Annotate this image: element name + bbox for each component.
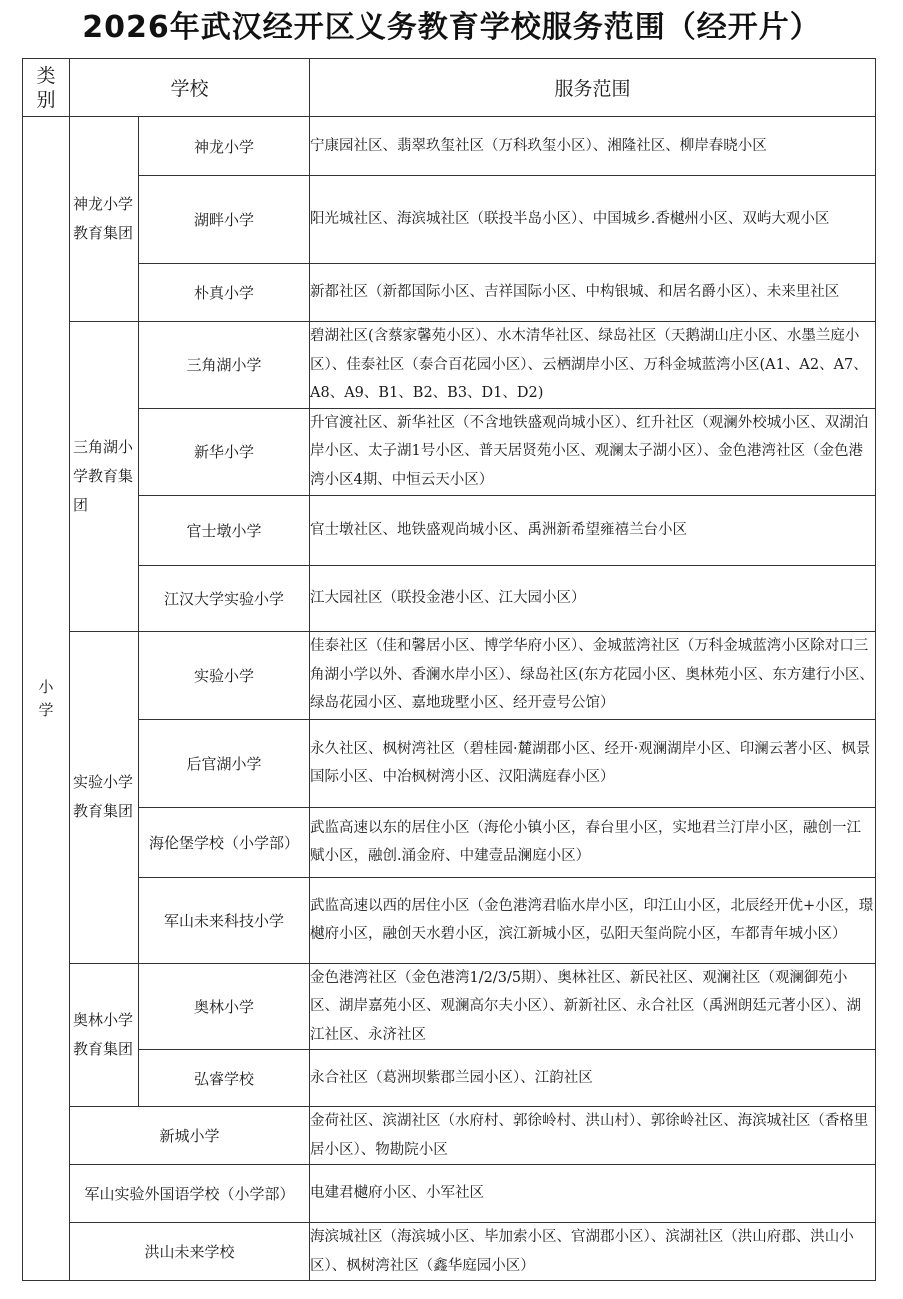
school-name: 后官湖小学 bbox=[139, 719, 310, 807]
service-scope: 官士墩社区、地铁盛观尚城小区、禹洲新希望雍禧兰台小区 bbox=[310, 495, 876, 565]
school-name: 洪山未来学校 bbox=[70, 1223, 310, 1281]
service-scope: 新都社区（新都国际小区、吉祥国际小区、中构银城、和居名爵小区）、未来里社区 bbox=[310, 264, 876, 322]
table-row bbox=[23, 1165, 876, 1223]
service-scope: 永久社区、枫树湾社区（碧桂园·麓湖郡小区、经开·观澜湖岸小区、印澜云著小区、枫景国际小区、中冶枫树湾小区、汉阳满庭春小区） bbox=[310, 719, 876, 807]
table-row bbox=[23, 322, 876, 409]
category-cell: 小学 bbox=[23, 117, 70, 1281]
table-row bbox=[23, 117, 876, 176]
header-school: 学校 bbox=[70, 59, 310, 117]
table-row bbox=[23, 1107, 876, 1165]
header-scope: 服务范围 bbox=[310, 59, 876, 117]
service-scope: 永合社区（葛洲坝紫郡兰园小区）、江韵社区 bbox=[310, 1050, 876, 1107]
school-name: 神龙小学 bbox=[139, 117, 310, 176]
group-name: 神龙小学教育集团 bbox=[70, 117, 139, 322]
header-category: 类别 bbox=[23, 59, 70, 117]
service-scope: 阳光城社区、海滨城社区（联投半岛小区）、中国城乡.香樾州小区、双屿大观小区 bbox=[310, 176, 876, 264]
group-name: 三角湖小学教育集团 bbox=[70, 322, 139, 632]
school-name: 三角湖小学 bbox=[139, 322, 310, 409]
table-row bbox=[23, 565, 876, 631]
group-name: 实验小学教育集团 bbox=[70, 631, 139, 963]
service-scope: 江大园社区（联投金港小区、江大园小区） bbox=[310, 565, 876, 631]
service-scope: 金荷社区、滨湖社区（水府村、郭徐岭村、洪山村）、郭徐岭社区、海滨城社区（香格里居小区）、物勘院小区 bbox=[310, 1107, 876, 1165]
service-scope: 武监高速以东的居住小区（海伦小镇小区，春台里小区，实地君兰汀岸小区，融创一江赋小区，融创.涌金府、中建壹品澜庭小区） bbox=[310, 807, 876, 877]
table-header-row bbox=[23, 59, 876, 117]
school-name: 军山未来科技小学 bbox=[139, 877, 310, 963]
service-scope-table bbox=[22, 58, 876, 1281]
service-scope: 金色港湾社区（金色港湾1/2/3/5期）、奥林社区、新民社区、观澜社区（观澜御苑小区、湖岸嘉苑小区、观澜高尔夫小区）、新新社区、永合社区（禹洲朗廷元著小区）、湖江社区、永济社区 bbox=[310, 963, 876, 1050]
table-row bbox=[23, 1223, 876, 1281]
table-row bbox=[23, 807, 876, 877]
table-row bbox=[23, 877, 876, 963]
service-scope: 升官渡社区、新华社区（不含地铁盛观尚城小区）、红升社区（观澜外校城小区、双湖泊岸小区、太子湖1号小区、普天居贤苑小区、观澜太子湖小区）、金色港湾社区（金色港湾小区4期、中恒云天小区） bbox=[310, 408, 876, 495]
table-row bbox=[23, 264, 876, 322]
table-row bbox=[23, 631, 876, 719]
table-row bbox=[23, 1050, 876, 1107]
school-name: 实验小学 bbox=[139, 631, 310, 719]
table-row bbox=[23, 408, 876, 495]
school-name: 湖畔小学 bbox=[139, 176, 310, 264]
school-name: 新华小学 bbox=[139, 408, 310, 495]
table-row bbox=[23, 176, 876, 264]
school-name: 官士墩小学 bbox=[139, 495, 310, 565]
school-name: 新城小学 bbox=[70, 1107, 310, 1165]
page-title: 2026年武汉经开区义务教育学校服务范围（经开片） bbox=[82, 10, 821, 45]
service-scope: 海滨城社区（海滨城小区、毕加索小区、官湖郡小区）、滨湖社区（洪山府郡、洪山小区）、枫树湾社区（鑫华庭园小区） bbox=[310, 1223, 876, 1281]
service-scope: 电建君樾府小区、小军社区 bbox=[310, 1165, 876, 1223]
school-name: 弘睿学校 bbox=[139, 1050, 310, 1107]
school-name: 军山实验外国语学校（小学部） bbox=[70, 1165, 310, 1223]
table-row bbox=[23, 963, 876, 1050]
service-scope: 佳泰社区（佳和馨居小区、博学华府小区）、金城蓝湾社区（万科金城蓝湾小区除对口三角湖小学以外、香澜水岸小区）、绿岛社区(东方花园小区、奥林苑小区、东方建行小区、绿岛花园小区、嘉地珑墅小区、经开壹号公馆） bbox=[310, 631, 876, 719]
group-name: 奥林小学教育集团 bbox=[70, 963, 139, 1107]
school-name: 海伦堡学校（小学部） bbox=[139, 807, 310, 877]
service-scope: 宁康园社区、翡翠玖玺社区（万科玖玺小区）、湘隆社区、柳岸春晓小区 bbox=[310, 117, 876, 176]
table-row bbox=[23, 719, 876, 807]
service-scope: 碧湖社区(含蔡家馨苑小区）、水木清华社区、绿岛社区（天鹅湖山庄小区、水墨兰庭小区）、佳泰社区（泰合百花园小区）、云栖湖岸小区、万科金城蓝湾小区(A1、A2、A7、A8、A9、B1、B2、B3、D1、D2) bbox=[310, 322, 876, 409]
service-scope: 武监高速以西的居住小区（金色港湾君临水岸小区，印江山小区，北辰经开优+小区，璟樾府小区，融创天水碧小区，滨江新城小区，弘阳天玺尚院小区，车都青年城小区） bbox=[310, 877, 876, 963]
school-name: 奥林小学 bbox=[139, 963, 310, 1050]
school-name: 江汉大学实验小学 bbox=[139, 565, 310, 631]
school-name: 朴真小学 bbox=[139, 264, 310, 322]
table-row bbox=[23, 495, 876, 565]
